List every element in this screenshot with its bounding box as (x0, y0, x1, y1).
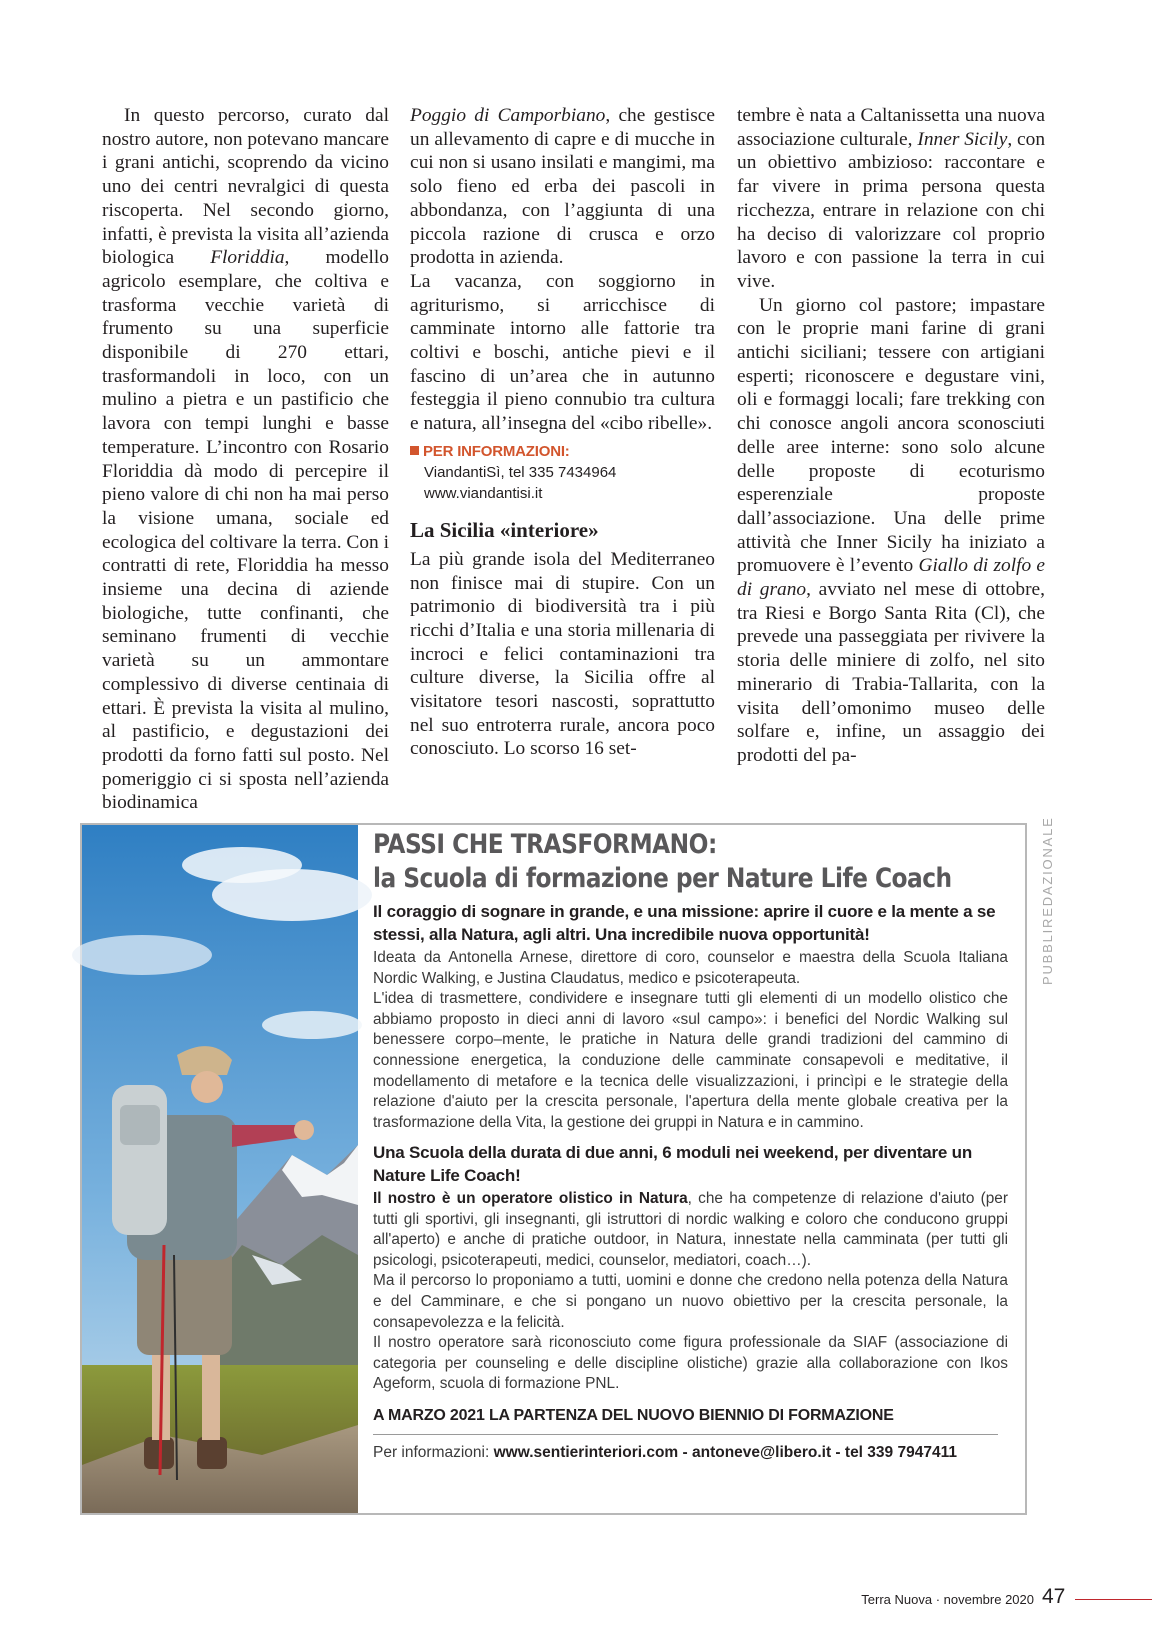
bullet-square-icon (410, 446, 419, 455)
farm-name-poggio: Poggio di Camporbiano (410, 105, 606, 126)
article-text: , modello agricolo esemplare, che coltiva e trasforma vecchie varietà di frumento su una superficie disponibile di 270 ettari, trasformandoli in loco, con un mulino a pietra e un pastificio che lavora con tempi lunghi e basse temperature. L’incontro con Rosario Floriddia dà modo di percepire il pieno valore di chi non ha mai perso la visione umana, sociale ed ecologica del coltivare la terra. Con i contratti di rete, Floriddia ha messo insieme una decina di aziende biologiche, tutte confinanti, che seminano frumenti di vecchie varietà su un ammontare complessivo di diverse centinaia di ettari. È prevista la visita al mulino, al pastificio, e degustazioni dei prodotti da forno fatti sul posto. Nel pomeriggio ci si sposta nell’azienda biodinamica (102, 247, 389, 814)
magazine-issue: Terra Nuova · novembre 2020 (861, 1592, 1034, 1607)
article-text: , avviato nel mese di ottobre, tra Riesi e Borgo Santa Rita (Cl), che prevede una passeggiata per rivivere la storia delle miniere di zolfo, nel sito minerario di Trabia-Tallarita, con la visita dell’omonimo museo delle solfare e, infine, un assaggio dei prodotti del pa- (737, 579, 1045, 766)
advertorial-text: , che ha competenze di relazione d'aiuto (per tutti gli sportivi, gli insegnanti, gli istruttori di nordic walking e coloro che conducono gruppi all'aperto) e anche di pratiche outdoor, in Natura, innestate nella camminata (per tutti gli psicologi, psicoterapeuti, medici, counselor, mediatori, coach…). (373, 1190, 1008, 1269)
contact-line (373, 1442, 1008, 1464)
article-column-1 (102, 104, 389, 814)
advertorial-title-line-1: PASSI CHE TRASFORMANO: (373, 829, 717, 860)
article-text: , che gestisce un allevamento di capre e di mucche in cui non si usano insilati e mangimi, ma solo fieno ed erba dei pascoli in abbondanza, con l’aggiunta di una piccola razione di crusca e orzo prodotta in azienda. (410, 105, 715, 269)
farm-name-floriddia: Floriddia (210, 247, 285, 269)
page-number: 47 (1042, 1585, 1066, 1608)
section-heading: La Sicilia «interiore» (410, 517, 599, 542)
advertorial-text (363, 825, 1009, 1513)
advertorial-lead: Il coraggio di sognare in grande, e una missione: aprire il cuore e la mente a se stessi, alla Natura, agli altri. Una incredibile nuova opportunità! (373, 902, 996, 944)
start-date-announcement: A MARZO 2021 LA PARTENZA DEL NUOVO BIENNIO DI FORMAZIONE (373, 1407, 894, 1424)
advertorial-box (80, 823, 1027, 1515)
page-footer (0, 1584, 1152, 1614)
advertorial-body-2 (373, 1189, 1008, 1395)
advertorial-body-1 (373, 948, 1008, 1133)
advertorial-side-label: PUBBLIREDAZIONALE (1040, 816, 1055, 985)
info-box (410, 442, 715, 504)
article-text: , con un obiettivo ambizioso: raccontare e far vivere in prima persona questa ricchezza, entrare in relazione con chi ha deciso di valorizzare col proprio lavoro e con passione la terra in cui vive. (737, 128, 1046, 292)
contact-details[interactable]: www.sentierinteriori.com - antoneve@libero.it - tel 339 7947411 (493, 1444, 957, 1461)
article-text: Un giorno col pastore; impastare con le proprie mani farine di grani antichi siciliani; tessere con artigiani esperti; riconoscere e degustare vini, oli e formaggi locali; fare trekking con chi conosce angoli ancora sconosciuti delle aree interne: sono solo alcune delle proposte di ecoturismo esperenziale proposte dall’associazione. Una delle prime attività che Inner Sicily ha iniziato a promuovere è l’evento (737, 294, 1045, 577)
article-column-3 (737, 104, 1045, 784)
info-phone: ViandantiSì, tel 335 7434964 (424, 463, 617, 481)
advertorial-paragraph: Ma il percorso lo proponiamo a tutti, uomini e donne che credono nella potenza della Natura e del Camminare, e che si pongano un nuovo obiettivo per la crescita personale, la consapevolezza e la felicità. (373, 1272, 1008, 1331)
event-name: Giallo di zolfo e di grano (737, 555, 1045, 601)
hiker-mountain-photo (82, 825, 358, 1513)
association-name: Inner Sicily (917, 128, 1008, 150)
info-heading: PER INFORMAZIONI: (423, 442, 570, 460)
advertorial-paragraph: Il nostro operatore sarà riconosciuto come figura professionale da SIAF (associazione di categoria per counseling e delle discipline olistiche) grazie alla collaborazione con Ikos Ageform, scuola di formazione PNL. (373, 1334, 1008, 1393)
article-column-2 (410, 104, 715, 784)
footer-rule (1075, 1599, 1152, 1600)
advertorial-paragraph: Ideata da Antonella Arnese, direttore di coro, counselor e maestra della Scuola Italiana Nordic Walking, e Justina Claudatus, medico e psicoterapeuta. (373, 949, 1008, 987)
info-website: www.viandantisi.it (424, 484, 543, 502)
advertorial-title-line-2: la Scuola di formazione per Nature Life Coach (373, 863, 952, 894)
divider (373, 1434, 998, 1435)
article-paragraph: La più grande isola del Mediterraneo non finisce mai di stupire. Con un patrimonio di biodiversità tra i più ricchi d’Italia e una storia millenaria di incroci e felici contaminazioni tra culture diverse, la Sicilia offre al visitatore tesori nascosti, soprattutto nel suo entroterra rurale, ancora poco conosciuto. Lo scorso 16 set- (410, 548, 715, 760)
advertorial-title (373, 828, 952, 896)
article-paragraph: La vacanza, con soggiorno in agriturismo, si arricchisce di camminate intorno alle fattorie tra coltivi e boschi, antiche pievi e il fascino di un’area che in autunno festeggia il pieno connubio tra cultura e natura, all’insegna del «cibo ribelle». (410, 270, 715, 435)
article-text: In questo percorso, curato dal nostro autore, non potevano mancare i grani antichi, scoprendo da vicino uno dei centri nevralgici di questa riscoperta. Nel secondo giorno, infatti, è prevista la visita all’azienda biologica (102, 105, 389, 269)
article-text: tembre è nata a Caltanissetta una nuova associazione culturale, (737, 105, 1045, 150)
advertorial-paragraph: L'idea di trasmettere, condividere e insegnare tutti gli elementi di un modello olistico che abbiamo proposto in dieci anni di lavoro «sul campo»: i benefici del Nordic Walking sul benessere corpo–mente, le pratiche in Natura delle grandi tradizioni del cammino di connessione energetica, la conduzione delle camminate consapevoli e meditative, il modellamento di metafore e la tecnica delle visualizzazioni, i princìpi e le strategie della relazione d'aiuto per la crescita personale, l'apertura della mente globale creativa per la trasformazione della Vita, la gestione dei gruppi in Natura e in cammino. (373, 990, 1008, 1131)
contact-label: Per informazioni: (373, 1444, 494, 1461)
advertorial-bold-text: Il nostro è un operatore olistico in Natura (373, 1190, 688, 1207)
advertorial-subheading: Una Scuola della durata di due anni, 6 moduli nei weekend, per diventare un Nature Life Coach! (373, 1143, 973, 1185)
